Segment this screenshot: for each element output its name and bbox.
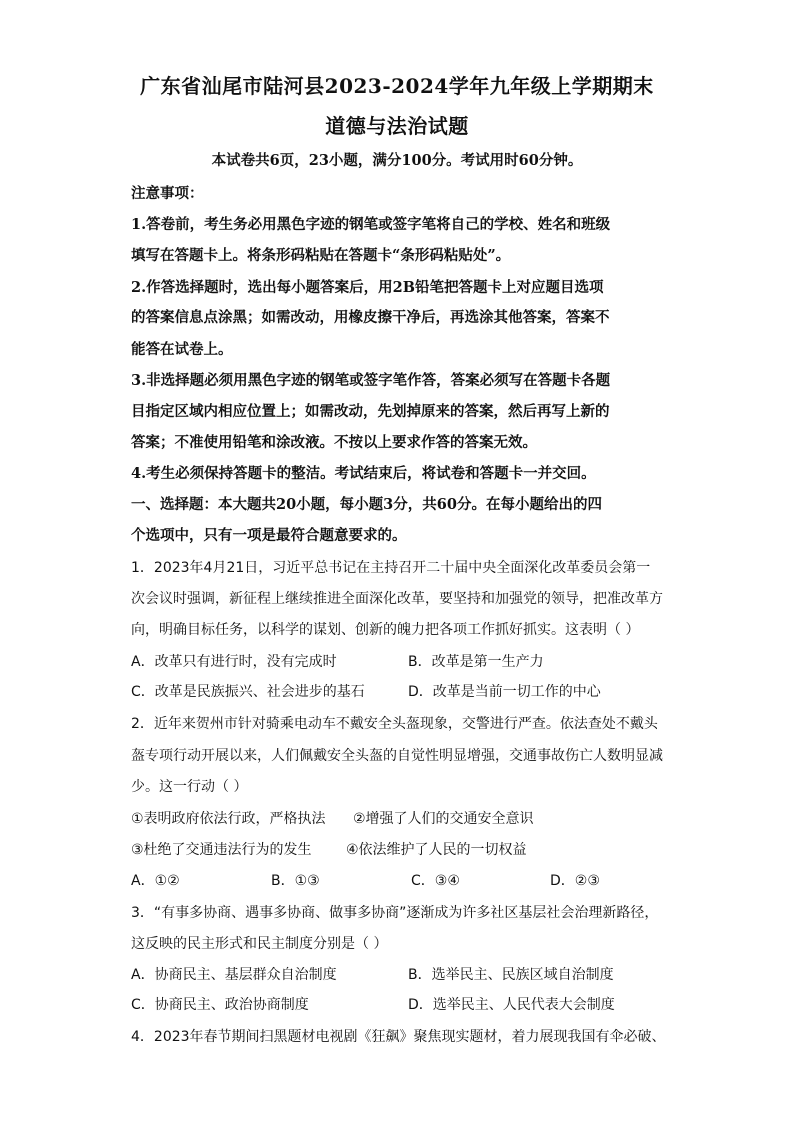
question-2-option-d: D．②③	[550, 873, 600, 889]
question-2-option-b: B．①③	[271, 873, 320, 889]
section-heading: 个选项中，只有一项是最符合题意要求的。	[131, 527, 407, 544]
question-2-option-a: A．①②	[131, 873, 180, 889]
notice-line: 3.非选择题必须用黑色字迹的钢笔或签字笔作答，答案必须写在答题卡各题	[131, 372, 611, 389]
question-2-option-c: C．③④	[411, 873, 460, 889]
question-2-statement-1: ①表明政府依法行政，严格执法	[131, 811, 326, 827]
notice-line: 4.考生必须保持答题卡的整洁。考试结束后，将试卷和答题卡一并交回。	[131, 465, 596, 482]
question-1-option-d: D．改革是当前一切工作的中心	[408, 684, 601, 700]
question-3-text: 3．“有事多协商、遇事多协商、做事多协商”逐渐成为许多社区基层社会治理新路径，	[131, 905, 659, 921]
section-heading: 一、选择题：本大题共20小题，每小题3分，共60分。在每小题给出的四	[131, 496, 602, 513]
question-1-option-c: C．改革是民族振兴、社会进步的基石	[131, 684, 365, 700]
question-2-text: 少。这一行动（ ）	[131, 779, 248, 795]
question-2-text: 盔专项行动开展以来，人们佩戴安全头盔的自觉性明显增强，交通事故伤亡人数明显减	[131, 748, 663, 764]
question-1-option-b: B．改革是第一生产力	[408, 654, 544, 670]
question-4-text: 4．2023年春节期间扫黑题材电视剧《狂飙》聚焦现实题材，着力展现我国有伞必破、	[131, 1029, 666, 1045]
notice-line: 1.答卷前，考生务必用黑色字迹的钢笔或签字笔将自己的学校、姓名和班级	[131, 216, 611, 233]
question-3-option-c: C．协商民主、政治协商制度	[131, 997, 309, 1013]
question-2-statement-3: ③杜绝了交通违法行为的发生	[131, 842, 312, 858]
question-3-option-a: A．协商民主、基层群众自治制度	[131, 967, 337, 983]
notice-line: 2.作答选择题时，选出每小题答案后，用2B铅笔把答题卡上对应题目选项	[131, 279, 604, 296]
notice-heading: 注意事项：	[131, 185, 204, 202]
page-subtitle: 道德与法治试题	[325, 114, 469, 138]
question-3-text: 这反映的民主形式和民主制度分别是（ ）	[131, 936, 388, 952]
notice-line: 的答案信息点涂黑；如需改动，用橡皮擦干净后，再选涂其他答案，答案不	[131, 309, 610, 326]
question-1-text: 向，明确目标任务，以科学的谋划、创新的魄力把各项工作抓好抓实。这表明（ ）	[131, 622, 640, 638]
question-1-text: 次会议时强调，新征程上继续推进全面深化改革，要坚持和加强党的领导，把准改革方	[131, 591, 663, 607]
question-3-option-d: D．选举民主、人民代表大会制度	[408, 997, 615, 1013]
notice-line: 答案；不准使用铅笔和涂改液。不按以上要求作答的答案无效。	[131, 434, 537, 451]
question-1-option-a: A．改革只有进行时，没有完成时	[131, 654, 337, 670]
notice-line: 能答在试卷上。	[131, 341, 233, 358]
notice-line: 填写在答题卡上。将条形码粘贴在答题卡“条形码粘贴处”。	[131, 247, 511, 264]
question-1-text: 1．2023年4月21日，习近平总书记在主持召开二十届中央全面深化改革委员会第一	[131, 560, 651, 576]
question-2-statement-4: ④依法维护了人民的一切权益	[346, 842, 527, 858]
exam-meta: 本试卷共6页，23小题，满分100分。考试用时60分钟。	[211, 152, 583, 169]
question-3-option-b: B．选举民主、民族区域自治制度	[408, 967, 614, 983]
question-2-statement-2: ②增强了人们的交通安全意识	[353, 811, 534, 827]
page-title: 广东省汕尾市陆河县2023-2024学年九年级上学期期末	[140, 74, 654, 98]
notice-line: 目指定区域内相应位置上；如需改动，先划掉原来的答案，然后再写上新的	[131, 403, 610, 420]
question-2-text: 2．近年来贺州市针对骑乘电动车不戴安全头盔现象，交警进行严查。依法查处不戴头	[131, 716, 658, 732]
